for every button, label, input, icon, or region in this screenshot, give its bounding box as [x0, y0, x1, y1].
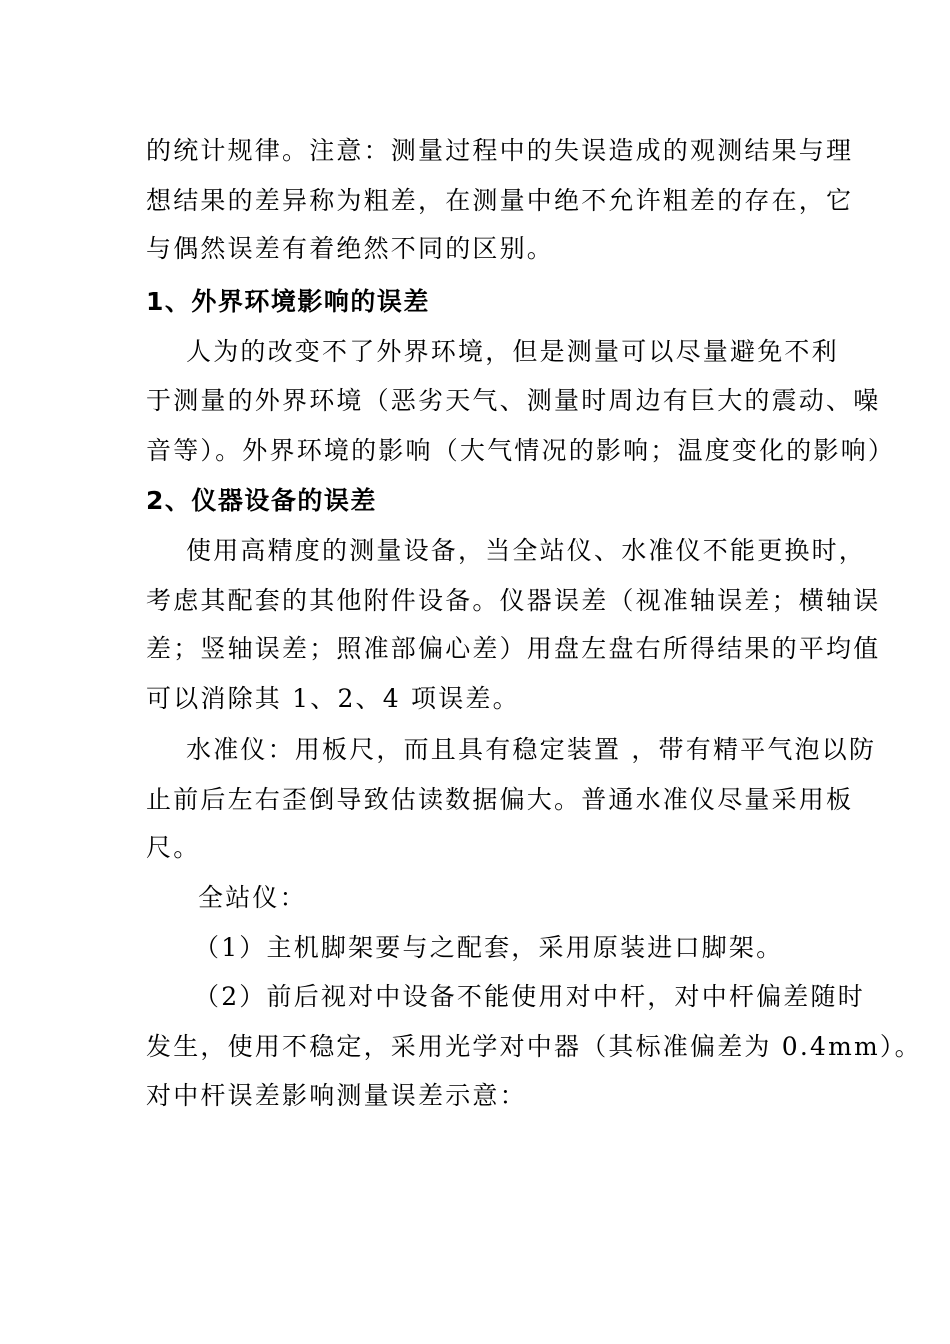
text-line: 水准仪：用板尺，而且具有稳定装置 ，带有精平气泡以防 [186, 735, 877, 764]
text-line: 全站仪： [198, 883, 307, 912]
list-item: （1）主机脚架要与之配套，采用原装进口脚架。 [194, 933, 784, 962]
text-line: 尺。 [146, 833, 201, 862]
text-line: 考虑其配套的其他附件设备。仪器误差（视准轴误差；横轴误 [146, 586, 881, 615]
text-line: 与偶然误差有着绝然不同的区别。 [146, 234, 555, 263]
text-line: 的统计规律。注意：测量过程中的失误造成的观测结果与理 [146, 136, 854, 165]
text-line: 对中杆误差影响测量误差示意： [146, 1081, 527, 1110]
section-heading-environment: 1、外界环境影响的误差 [146, 287, 430, 316]
text-line: 发生，使用不稳定，采用光学对中器（其标准偏差为 0.4mm）。 [146, 1032, 922, 1061]
text-line: 于测量的外界环境（恶劣天气、测量时周边有巨大的震动、噪 [146, 386, 881, 415]
list-item: （2）前后视对中设备不能使用对中杆，对中杆偏差随时 [194, 982, 865, 1011]
text-line: 音等）。外界环境的影响（大气情况的影响；温度变化的影响） [146, 436, 896, 465]
text-line: 止前后左右歪倒导致估读数据偏大。普通水准仪尽量采用板 [146, 785, 854, 814]
text-line: 差；竖轴误差；照准部偏心差）用盘左盘右所得结果的平均值 [146, 634, 881, 663]
text-line: 想结果的差异称为粗差，在测量中绝不允许粗差的存在，它 [146, 186, 854, 215]
text-line: 可以消除其 1、2、4 项误差。 [146, 684, 520, 713]
text-line: 使用高精度的测量设备，当全站仪、水准仪不能更换时， [186, 536, 867, 565]
section-heading-instrument: 2、仪器设备的误差 [146, 486, 377, 515]
text-line: 人为的改变不了外界环境，但是测量可以尽量避免不利 [186, 337, 839, 366]
